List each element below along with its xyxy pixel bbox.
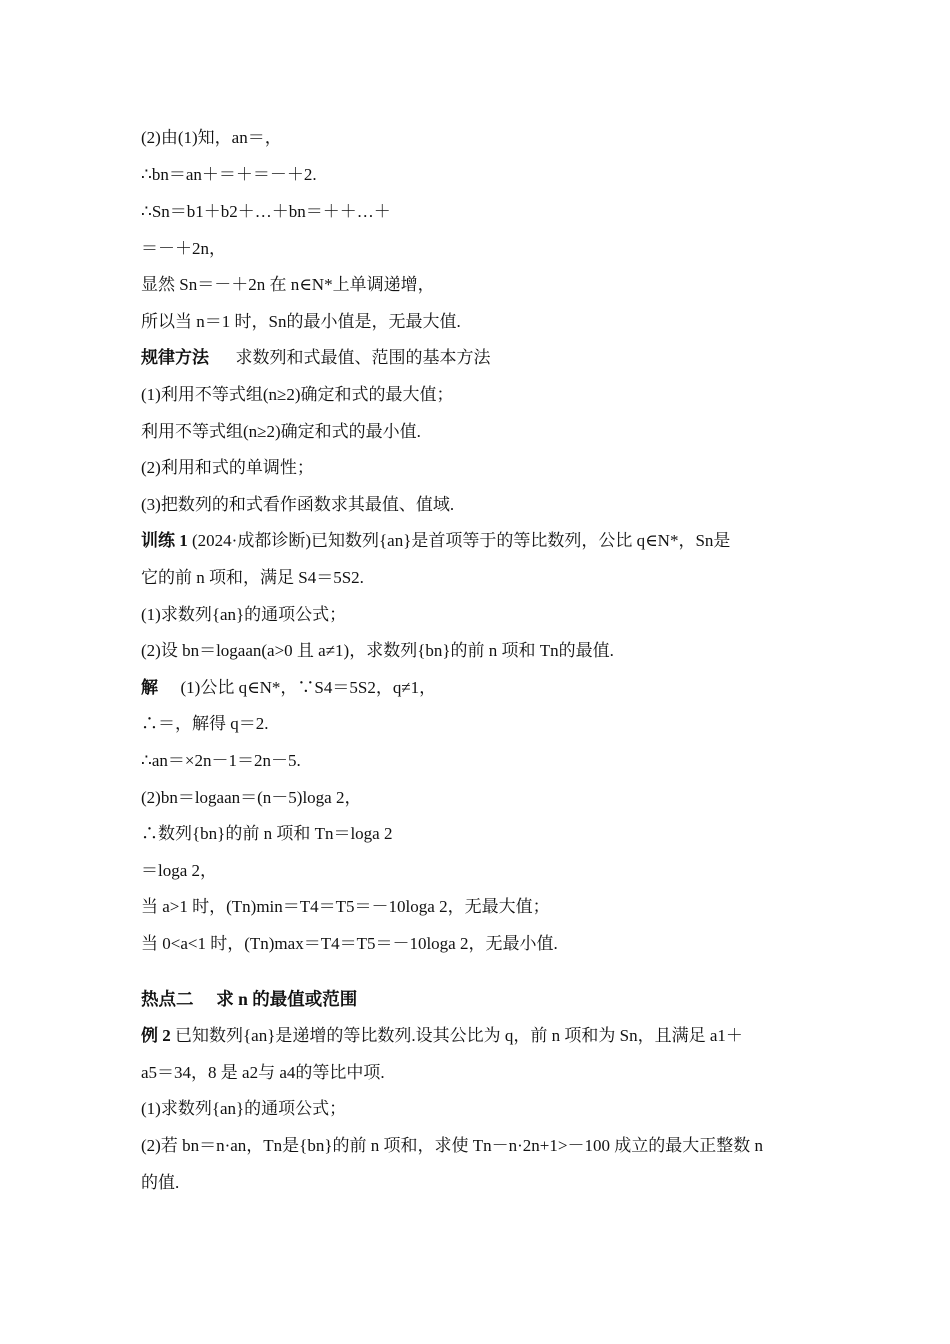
solution-label: 解 — [141, 678, 158, 697]
exercise-label: 训练 1 — [141, 531, 188, 550]
solution-text: (1)公比 q∈N*，∵S4＝5S2，q≠1， — [180, 678, 437, 697]
text-line: ∴bn＝an＋＝＋＝－＋2. — [141, 165, 317, 184]
exercise-text: (2024·成都诊断)已知数列{an}是首项等于的等比数列，公比 q∈N*，Sn是 — [192, 531, 731, 550]
text-line: (1)求数列{an}的通项公式； — [141, 605, 347, 624]
text-line: (2)利用和式的单调性； — [141, 458, 314, 477]
text-line: 当 0<a<1 时，(Tn)max＝T4＝T5＝－10loga 2，无最小值. — [141, 934, 558, 953]
section-label: 热点二 — [141, 989, 194, 1009]
text-line: (2)bn＝logaan＝(n－5)loga 2， — [141, 788, 362, 807]
exercise-statement — [141, 530, 730, 552]
text-line: (2)若 bn＝n·an，Tn是{bn}的前 n 项和，求使 Tn－n·2n+1>－100 成立的最大正整数 n — [141, 1136, 763, 1155]
text-line: 所以当 n＝1 时，Sn的最小值是，无最大值. — [141, 312, 461, 331]
text-line: ＝loga 2， — [141, 861, 218, 880]
example-label: 例 2 — [141, 1026, 171, 1045]
example-text: 已知数列{an}是递增的等比数列.设其公比为 q，前 n 项和为 Sn，且满足 a1＋ — [175, 1026, 743, 1045]
text-line: (1)利用不等式组(n≥2)确定和式的最大值； — [141, 385, 454, 404]
example-statement — [141, 1025, 743, 1047]
text-line: a5＝34，8 是 a2与 a4的等比中项. — [141, 1063, 385, 1082]
text-line: (3)把数列的和式看作函数求其最值、值域. — [141, 495, 455, 514]
section-title: 求 n 的最值或范围 — [216, 989, 358, 1009]
solution-line — [141, 677, 436, 699]
method-label: 规律方法 — [141, 348, 209, 367]
text-line: (2)设 bn＝logaan(a>0 且 a≠1)，求数列{bn}的前 n 项和 Tn的最值. — [141, 641, 614, 660]
text-line: 的值. — [141, 1173, 180, 1192]
text-line: ∴数列{bn}的前 n 项和 Tn＝loga 2 — [141, 824, 393, 843]
text-line: ∴an＝×2n－1＝2n－5. — [141, 751, 301, 770]
text-line: (2)由(1)知，an＝， — [141, 128, 282, 147]
text-line: 它的前 n 项和，满足 S4＝5S2. — [141, 568, 364, 587]
section-heading — [141, 988, 357, 1010]
text-line: 当 a>1 时，(Tn)min＝T4＝T5＝－10loga 2，无最大值； — [141, 897, 550, 916]
text-line: 显然 Sn＝－＋2n 在 n∈N*上单调递增， — [141, 275, 435, 294]
method-title: 求数列和式最值、范围的基本方法 — [235, 348, 491, 367]
text-line: ∴Sn＝b1＋b2＋…＋bn＝＋＋…＋ — [141, 202, 391, 221]
method-heading — [141, 347, 491, 369]
text-line: ∴＝，解得 q＝2. — [141, 714, 269, 733]
text-line: 利用不等式组(n≥2)确定和式的最小值. — [141, 422, 421, 441]
text-line: ＝－＋2n， — [141, 239, 226, 258]
text-line: (1)求数列{an}的通项公式； — [141, 1099, 347, 1118]
